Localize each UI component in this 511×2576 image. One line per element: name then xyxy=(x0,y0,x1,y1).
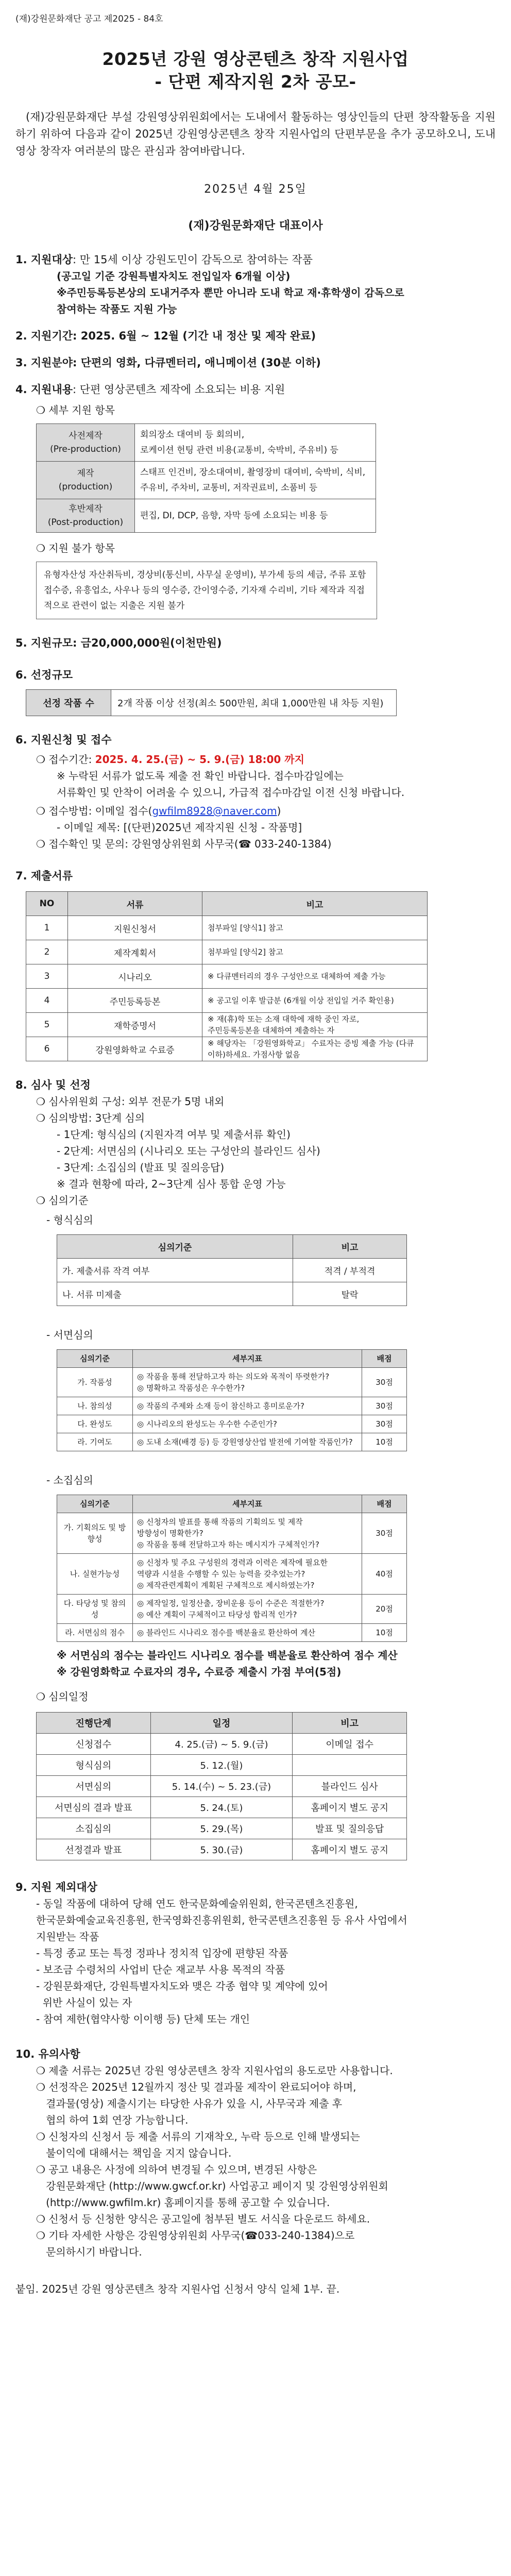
review-line: ❍ 심의방법: 3단계 심의 xyxy=(36,1112,145,1124)
criterion-note: 적격 / 부적격 xyxy=(293,1259,407,1282)
document-subtitle: - 단편 제작지원 2차 공모- xyxy=(155,72,356,92)
section-text: : 단편 영상콘텐츠 제작에 소요되는 비용 지원 xyxy=(73,383,285,396)
section-budget xyxy=(15,635,496,651)
table-row xyxy=(26,1037,428,1061)
criterion: 나. 참의성 xyxy=(57,1397,133,1415)
exclusion-line: 위반 사실이 있는 자 xyxy=(36,1996,132,2009)
section-period xyxy=(15,328,496,344)
schedule-date: 5. 24.(토) xyxy=(150,1797,293,1818)
eligibility-note: (공고일 기준 강원특별자치도 전입일자 6개월 이상) xyxy=(57,270,291,282)
subsection-heading: ❍ 세부 지원 항목 xyxy=(36,404,115,416)
criterion-detail: ◎ 신청자의 발표를 통해 작품의 기획의도 및 제작 방향성이 명확한가? ◎ 작품을 통해 전달하고자 하는 메시지가 구체적인가? xyxy=(133,1513,362,1554)
doc-name: 시나리오 xyxy=(68,964,202,989)
application-method-end: ) xyxy=(277,805,281,817)
table-row xyxy=(57,1259,407,1282)
column-header: 배점 xyxy=(362,1495,407,1513)
support-desc: 회의장소 대여비 등 회의비, 로케이션 헌팅 관련 비용(교통비, 숙박비, 주유비) 등 xyxy=(135,424,376,462)
criterion-score: 10점 xyxy=(362,1624,407,1642)
table-row xyxy=(57,1624,407,1642)
schedule-note: 홈페이지 별도 공지 xyxy=(293,1797,407,1818)
table-row xyxy=(57,1415,407,1433)
notice-number: (재)강원문화재단 공고 제2025 - 84호 xyxy=(15,14,163,24)
doc-note: ※ 재(휴)학 또는 소재 대학에 재학 중인 자로, 주민등록등본을 대체하여 제출하는 자 xyxy=(202,1013,428,1037)
issuer-organization: (재)강원문화재단 대표이사 xyxy=(188,219,323,232)
selection-count-value: 2개 작품 이상 선정(최소 500만원, 최대 1,000만원 내 차등 지원) xyxy=(111,690,397,716)
doc-number: 4 xyxy=(26,989,68,1013)
schedule-note: 이메일 접수 xyxy=(293,1734,407,1755)
column-header: 심의기준 xyxy=(57,1350,133,1368)
exclusion-line: - 보조금 수령처의 사업비 단순 재교부 사용 목적의 작품 xyxy=(36,1963,285,1976)
doc-note: ※ 공고일 이후 발급분 (6개월 이상 전입일 거주 확인용) xyxy=(202,989,428,1013)
section-fields xyxy=(15,354,496,371)
criterion-score: 30점 xyxy=(362,1368,407,1397)
section-text: : 2025. 6월 ~ 12월 (기간 내 정산 및 제작 완료) xyxy=(73,330,316,342)
schedule-stage: 서면심의 xyxy=(37,1776,151,1797)
table-row xyxy=(57,1595,407,1624)
exclusion-line: - 특정 종교 또는 특정 정파나 정치적 입장에 편향된 작품 xyxy=(36,1947,288,1959)
support-stage: 후반제작 (Post-production) xyxy=(37,499,135,533)
schedule-stage: 선정결과 발표 xyxy=(37,1839,151,1860)
column-header: 서류 xyxy=(68,892,202,916)
caution-line: ❍ 기타 자세한 사항은 강원영상위원회 사무국(☎033-240-1384)으로 xyxy=(36,2229,355,2242)
doc-name: 재학증명서 xyxy=(68,1013,202,1037)
criterion: 나. 서류 미제출 xyxy=(57,1282,293,1306)
schedule-date: 5. 12.(월) xyxy=(150,1755,293,1776)
criterion-detail: ◎ 작품의 주제와 소재 등이 참신하고 흥미로운가? xyxy=(133,1397,362,1415)
exclusion-line: - 동일 작품에 대하여 당해 연도 한국문화예술위원회, 한국콘텐츠진흥원, xyxy=(36,1897,358,1910)
column-header: 일정 xyxy=(150,1713,293,1734)
criterion-score: 30점 xyxy=(362,1513,407,1554)
section-heading: 6. 선정규모 xyxy=(15,669,73,681)
caution-line: 강원문화재단 (http://www.gwcf.or.kr) 사업공고 페이지 및 강원영상위원회 xyxy=(36,2180,388,2192)
section-heading: 1. 지원대상 xyxy=(15,253,73,266)
section-heading: 7. 제출서류 xyxy=(15,870,73,882)
section-review xyxy=(15,1077,496,1860)
table-row xyxy=(57,1513,407,1554)
schedule-date: 5. 29.(목) xyxy=(150,1818,293,1839)
table-row xyxy=(57,1433,407,1451)
notice-date: 2025년 4월 25일 xyxy=(204,183,307,196)
section-exclusions xyxy=(15,1879,496,2027)
section-heading: 8. 심사 및 선정 xyxy=(15,1079,91,1091)
doc-number: 3 xyxy=(26,964,68,989)
doc-name: 지원신청서 xyxy=(68,916,202,940)
table-row xyxy=(37,1734,407,1755)
schedule-stage: 신청접수 xyxy=(37,1734,151,1755)
review-line: ❍ 심의기준 xyxy=(36,1194,89,1207)
section-support-content xyxy=(15,381,496,619)
schedule-note: 발표 및 질의응답 xyxy=(293,1818,407,1839)
table-row xyxy=(37,1818,407,1839)
intro-paragraph: (재)강원문화재단 부설 강원영상위원회에서는 도내에서 활동하는 영상인들의 단편 창작활동을 지원하기 위하여 다음과 같이 2025년 강원영상콘텐츠 창작 지원사업의 단편부문을 추가 공모하오니, 도내 영상 창작자 여러분의 많은 관심과 참여바랍니다. xyxy=(15,111,496,157)
criterion: 라. 기여도 xyxy=(57,1433,133,1451)
criterion-detail: ◎ 블라인드 시나리오 점수를 백분율로 환산하여 계산 xyxy=(133,1624,362,1642)
application-period-value: 2025. 4. 25.(금) ~ 5. 9.(금) 18:00 까지 xyxy=(95,753,304,766)
selection-count-label: 선정 작품 수 xyxy=(26,690,111,716)
caution-line: 협의 하여 1회 연장 가능합니다. xyxy=(36,2114,189,2126)
caution-line: ❍ 신청자의 신청서 등 제출 서류의 기재착오, 누락 등으로 인해 발생되는 xyxy=(36,2130,360,2143)
written-review-table xyxy=(57,1349,407,1451)
criterion-note: 탈락 xyxy=(293,1282,407,1306)
criterion: 라. 서면심의 점수 xyxy=(57,1624,133,1642)
review-line: - 1단계: 형식심의 (지원자격 여부 및 제출서류 확인) xyxy=(57,1128,291,1141)
application-note: ※ 누락된 서류가 없도록 제출 전 확인 바랍니다. 접수마감일에는 xyxy=(57,770,344,782)
application-method-label: ❍ 접수방법: 이메일 접수( xyxy=(36,805,152,817)
section-text: : 단편의 영화, 다큐멘터리, 애니메이션 (30분 이하) xyxy=(73,357,321,369)
criterion: 다. 완성도 xyxy=(57,1415,133,1433)
caution-line: ❍ 신청서 등 신청한 양식은 공고일에 첨부된 별도 서식을 다운로드 하세요. xyxy=(36,2213,370,2225)
support-stage: 제작 (production) xyxy=(37,462,135,499)
caution-line: (http://www.gwfilm.kr) 홈페이지를 통해 공고할 수 있습니다. xyxy=(36,2196,330,2209)
review-note: ※ 서면심의 점수는 블라인드 시나리오 점수를 백분율로 환산하여 점수 계산 xyxy=(57,1649,398,1662)
caution-line: ❍ 공고 내용은 사정에 의하여 변경될 수 있으며, 변경된 사항은 xyxy=(36,2163,317,2176)
caution-line: ❍ 제출 서류는 2025년 강원 영상콘텐츠 창작 지원사업의 용도로만 사용합니다. xyxy=(36,2064,393,2077)
criterion-detail: ◎ 신청자 및 주요 구성원의 경력과 이력은 제작에 필요한 역량과 시설을 수행할 수 있는 능력을 갖추었는가? ◎ 제작관련계획이 계획된 구체적으로 제시하였는가? xyxy=(133,1554,362,1595)
section-heading: 6. 지원신청 및 접수 xyxy=(15,734,112,746)
support-row xyxy=(37,424,376,462)
table-row xyxy=(37,1797,407,1818)
table-row xyxy=(26,989,428,1013)
section-selection-scale xyxy=(15,667,496,716)
support-desc: 편집, DI, DCP, 음향, 자막 등에 소요되는 비용 등 xyxy=(135,499,376,533)
schedule-stage: 소집심의 xyxy=(37,1818,151,1839)
caution-line: ❍ 선정작은 2025년 12월까지 정산 및 결과물 제작이 완료되어야 하며, xyxy=(36,2081,356,2093)
application-period-label: ❍ 접수기간: xyxy=(36,753,95,766)
table-row xyxy=(57,1282,407,1306)
document-title: 2025년 강원 영상콘텐츠 창작 지원사업 xyxy=(102,49,409,69)
oral-review-table xyxy=(57,1495,407,1642)
exclusion-line: - 강원문화재단, 강원특별자치도와 맺은 각종 협약 및 계약에 있어 xyxy=(36,1980,328,1992)
contact-info: ❍ 접수확인 및 문의: 강원영상위원회 사무국(☎ 033-240-1384) xyxy=(36,838,332,850)
doc-note: 첨부파일 [양식2] 참고 xyxy=(202,940,428,964)
section-heading: 5. 지원규모 xyxy=(15,637,73,649)
table-row xyxy=(37,1839,407,1860)
table-row xyxy=(26,964,428,989)
written-review-label: - 서면심의 xyxy=(46,1329,93,1341)
section-cautions xyxy=(15,2046,496,2260)
doc-number: 6 xyxy=(26,1037,68,1061)
criterion-score: 10점 xyxy=(362,1433,407,1451)
documents-table xyxy=(26,891,428,1061)
column-header: 세부지표 xyxy=(133,1495,362,1513)
support-items-table xyxy=(36,423,376,533)
criterion-detail: ◎ 시나리오의 완성도는 우수한 수준인가? xyxy=(133,1415,362,1433)
caution-line: 문의하시기 바랍니다. xyxy=(36,2246,142,2258)
table-row xyxy=(26,940,428,964)
subsection-heading: ❍ 지원 불가 항목 xyxy=(36,542,115,554)
section-documents xyxy=(15,868,496,1061)
section-text: : 금20,000,000원(이천만원) xyxy=(73,637,222,649)
schedule-note: 홈페이지 별도 공지 xyxy=(293,1839,407,1860)
doc-number: 2 xyxy=(26,940,68,964)
mail-subject-format: - 이메일 제목: [(단편)2025년 제작지원 신청 - 작품명] xyxy=(57,821,302,834)
column-header: NO xyxy=(26,892,68,916)
section-heading: 3. 지원분야 xyxy=(15,357,73,369)
section-text: : 만 15세 이상 강원도민이 감독으로 참여하는 작품 xyxy=(73,253,313,266)
review-line: ※ 결과 현황에 따라, 2~3단계 심사 통합 운영 가능 xyxy=(57,1178,286,1190)
exclusion-line: - 참여 제한(협약사항 이이행 등) 단체 또는 개인 xyxy=(36,2013,250,2025)
criterion: 가. 제출서류 작격 여부 xyxy=(57,1259,293,1282)
eligibility-note: ※주민등록등본상의 도내거주자 뿐만 아니라 도내 학교 재·휴학생이 감독으로 xyxy=(57,286,404,299)
exclusion-line: 한국문화예술교육진흥원, 한국영화진흥위원회, 한국콘텐츠진흥원 등 유사 사업에서 xyxy=(36,1914,407,1926)
schedule-note: 블라인드 심사 xyxy=(293,1776,407,1797)
application-note: 서류확인 및 안착이 어려울 수 있으니, 가급적 접수마감일 이전 신청 바랍니다. xyxy=(57,786,405,799)
doc-number: 1 xyxy=(26,916,68,940)
support-desc: 스태프 인건비, 장소대여비, 촬영장비 대여비, 숙박비, 식비, 주유비, 주차비, 교통비, 저작권료비, 소품비 등 xyxy=(135,462,376,499)
review-line: ❍ 심사위원회 구성: 외부 전문가 5명 내외 xyxy=(36,1095,225,1108)
table-row xyxy=(37,1755,407,1776)
table-row xyxy=(26,1013,428,1037)
criterion-score: 40점 xyxy=(362,1554,407,1595)
form-review-label: - 형식심의 xyxy=(46,1214,93,1226)
table-row xyxy=(37,1776,407,1797)
schedule-date: 5. 14.(수) ~ 5. 23.(금) xyxy=(150,1776,293,1797)
column-header: 비고 xyxy=(202,892,428,916)
section-heading: 10. 유의사항 xyxy=(15,2048,80,2060)
review-line: - 2단계: 서면심의 (시나리오 또는 구성안의 블라인드 심사) xyxy=(57,1145,320,1157)
section-eligibility xyxy=(15,251,496,317)
doc-name: 제작계획서 xyxy=(68,940,202,964)
review-line: - 3단계: 소집심의 (발표 및 질의응답) xyxy=(57,1161,225,1174)
criterion-score: 30점 xyxy=(362,1415,407,1433)
criterion-detail: ◎ 제작일정, 일정산출, 장비운용 등이 수준은 적절한가? ◎ 예산 계획이 구체적이고 타당성 합리적 인가? xyxy=(133,1595,362,1624)
criterion: 가. 기획의도 및 방향성 xyxy=(57,1513,133,1554)
caution-line: 불이익에 대해서는 책임을 지지 않습니다. xyxy=(36,2147,232,2159)
form-review-table xyxy=(57,1234,407,1306)
oral-review-label: - 소집심의 xyxy=(46,1474,93,1486)
schedule-table xyxy=(36,1712,407,1860)
criterion: 가. 작품성 xyxy=(57,1368,133,1397)
doc-note: 첨부파일 [양식1] 참고 xyxy=(202,916,428,940)
table-row xyxy=(57,1554,407,1595)
table-row xyxy=(26,916,428,940)
column-header: 비고 xyxy=(293,1713,407,1734)
table-row xyxy=(57,1368,407,1397)
schedule-date: 5. 30.(금) xyxy=(150,1839,293,1860)
criterion-score: 30점 xyxy=(362,1397,407,1415)
doc-note: ※ 다큐멘터리의 경우 구성안으로 대체하여 제출 가능 xyxy=(202,964,428,989)
schedule-stage: 형식심의 xyxy=(37,1755,151,1776)
schedule-stage: 서면심의 결과 발표 xyxy=(37,1797,151,1818)
section-application xyxy=(15,732,496,852)
column-header: 진행단계 xyxy=(37,1713,151,1734)
eligibility-note: 참여하는 작품도 지원 가능 xyxy=(57,303,177,315)
schedule-label: ❍ 심의일정 xyxy=(36,1690,89,1703)
column-header: 심의기준 xyxy=(57,1495,133,1513)
section-heading: 2. 지원기간 xyxy=(15,330,73,342)
support-stage: 사전제작 (Pre-production) xyxy=(37,424,135,462)
criterion-detail: ◎ 도내 소재(배경 등) 등 강원영상산업 발전에 기여할 작품인가? xyxy=(133,1433,362,1451)
criterion: 나. 실현가능성 xyxy=(57,1554,133,1595)
column-header: 배점 xyxy=(362,1350,407,1368)
column-header: 비고 xyxy=(293,1235,407,1259)
doc-number: 5 xyxy=(26,1013,68,1037)
column-header: 심의기준 xyxy=(57,1235,293,1259)
criterion-score: 20점 xyxy=(362,1595,407,1624)
support-row xyxy=(37,462,376,499)
application-email-link[interactable]: gwfilm8928@naver.com xyxy=(152,805,277,817)
schedule-date: 4. 25.(금) ~ 5. 9.(금) xyxy=(150,1734,293,1755)
doc-name: 강원영화학교 수료증 xyxy=(68,1037,202,1061)
excluded-items-box: 유형자산성 자산취득비, 경상비(통신비, 사무실 운영비), 부가세 등의 세금, 주류 포함 접수증, 유흥업소, 사우나 등의 영수증, 간이영수증, 기자재 수리비, 기타 제작과 직접적으로 관련이 없는 지출은 지원 불가 xyxy=(36,562,377,619)
criterion-detail: ◎ 작품을 통해 전달하고자 하는 의도와 목적이 뚜렷한가? ◎ 명확하고 작품성은 우수한가? xyxy=(133,1368,362,1397)
review-note: ※ 강원영화학교 수료자의 경우, 수료증 제출시 가점 부여(5점) xyxy=(57,1666,342,1678)
exclusion-line: 지원받는 작품 xyxy=(36,1930,99,1943)
selection-scale-table xyxy=(26,689,397,716)
section-heading: 9. 지원 제외대상 xyxy=(15,1881,97,1893)
section-heading: 4. 지원내용 xyxy=(15,383,73,396)
caution-line: 결과물(영상) 제출시기는 타당한 사유가 있을 시, 사무국과 제출 후 xyxy=(36,2097,343,2110)
doc-note: ※ 해당자는 「강원영화학교」 수료자는 증빙 제출 가능 (다큐 이하)하세요. 가점사항 없음 xyxy=(202,1037,428,1061)
column-header: 세부지표 xyxy=(133,1350,362,1368)
doc-name: 주민등록등본 xyxy=(68,989,202,1013)
schedule-note xyxy=(293,1755,407,1776)
attachment-footer: 붙임. 2025년 강원 영상콘텐츠 창작 지원사업 신청서 양식 일체 1부. 끝. xyxy=(15,2283,340,2295)
title-block xyxy=(15,48,496,93)
support-row xyxy=(37,499,376,533)
table-row xyxy=(57,1397,407,1415)
criterion: 다. 타당성 및 참의성 xyxy=(57,1595,133,1624)
